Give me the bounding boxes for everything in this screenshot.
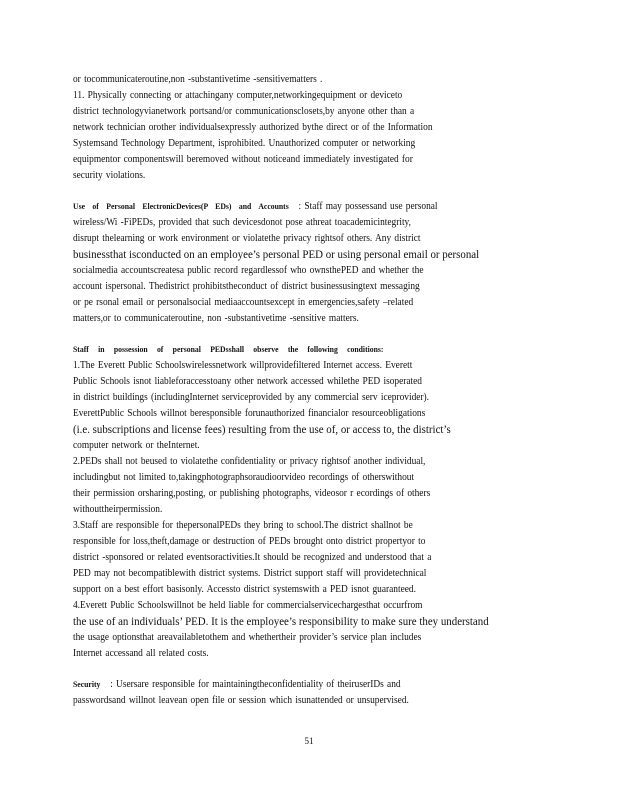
spacer (73, 184, 543, 199)
text-line: businessthat isconducted on an employee’s personal PED or using personal email or personal (73, 248, 480, 261)
text-line (73, 199, 505, 215)
text-line (73, 677, 505, 693)
condition-line: responsible for loss,theft,damage or destruction of PEDs brought onto district propertyor to (73, 536, 426, 547)
text-line: matters,or to communicateroutine, non -substantivetime -sensitive matters. (73, 313, 359, 324)
page-number: 51 (304, 736, 314, 746)
condition-line: 1.The Everett Public Schoolswirelessnetwork willprovidefiltered Internet access. Everett (73, 360, 413, 371)
text-line: district technologyvianetwork portsand/or communicationsclosets,by anyone other than a (73, 106, 415, 117)
section-heading: Staff in possession of personal PEDsshall observe the following conditions: (73, 345, 384, 354)
condition-line: includingbut not limited to,takingphotographsoraudioorvideo recordings of otherswithout (73, 472, 415, 483)
condition-line (73, 630, 505, 646)
condition-line: 4.Everett Public Schoolswillnot be held liable for commercialservicechargesthat occurfrom (73, 600, 423, 611)
text-line-rest: : Staff may possessand use personal (298, 201, 438, 212)
condition-line: 3.Staff are responsible for thepersonalPEDs they bring to school.The district shallnot be (73, 520, 413, 531)
condition-line: PED may not becompatiblewith district systems. District support staff will providetechnical (73, 568, 427, 579)
text-line: or tocommunicateroutine,non -substantivetime -sensitivematters . (73, 74, 323, 85)
condition-line: withouttheirpermission. (73, 504, 163, 515)
text-line: passwordsand willnot leavean open file or session which isunattended or unsupervised. (73, 695, 409, 706)
condition-line: Internet accessand all related costs. (73, 648, 209, 659)
section-heading: Security (73, 680, 101, 689)
text-line: wireless/Wi -FiPEDs, provided that such devicesdonot pose athreat toacademicintegrity, (73, 217, 411, 228)
condition-line: 2.PEDs shall not beused to violatethe confidentiality or privacy rightsof another individual, (73, 456, 426, 467)
condition-line: district -sponsored or related eventsoractivities.It should be recognized and understood that a (73, 552, 432, 563)
condition-line: the use of an individuals’ PED. It is the employee’s responsibility to make sure they understand (73, 615, 489, 628)
condition-line: in district buildings (includingInternet serviceprovided by any commercial serv iceprovider). (73, 392, 429, 403)
condition-line: (i.e. subscriptions and license fees) resulting from the use of, or access to, the district’s (73, 423, 451, 436)
text-line-start: the usage optionsthat areavailabletothem and whethertheir provider’s service plan includes (73, 632, 422, 643)
text-line: or pe rsonal email or personalsocial mediaaccountsexcept in emergencies,safety –related (73, 297, 414, 308)
spacer (73, 327, 543, 342)
section-conditions (73, 342, 543, 662)
text-line (73, 342, 505, 358)
section-heading: Use of Personal ElectronicDevices(P EDs) and Accounts (73, 202, 289, 211)
spacer (73, 662, 543, 677)
section-personal-devices (73, 199, 543, 327)
paragraph-network-equipment (73, 72, 543, 184)
text-line: equipmentor componentswill beremoved without noticeand immediately investigated for (73, 154, 413, 165)
condition-line: support on a best effort basisonly. Accessto district systemswith a PED isnot guaranteed. (73, 584, 416, 595)
text-line: network technician orother individualsexpressly authorized bythe direct or of the Information (73, 122, 433, 133)
condition-line: computer network or theInternet. (73, 440, 200, 451)
page-body (73, 72, 543, 709)
condition-line: their permission orsharing,posting, or publishing photographs, videosor r ecordings of others (73, 488, 431, 499)
text-line-rest: : Usersare responsible for maintainingtheconfidentiality of theiruserIDs and (110, 679, 401, 690)
text-line: account ispersonal. Thedistrict prohibitstheconduct of district businessusingtext messaging (73, 281, 420, 292)
text-line: 11. Physically connecting or attachingany computer,networkingequipment or deviceto (73, 90, 403, 101)
condition-line: Public Schools isnot liableforaccesstoany other network accessed whilethe PED isoperated (73, 376, 422, 387)
text-line: security violations. (73, 170, 146, 181)
text-line: Systemsand Technology Department, isprohibited. Unauthorized computer or networking (73, 138, 416, 149)
text-line: disrupt thelearning or work environment or violatethe privacy rightsof others. Any district (73, 233, 421, 244)
condition-line: EverettPublic Schools willnot beresponsible forunauthorized financialor resourceobligations (73, 408, 426, 419)
text-line: socialmedia accountscreatesa public record regardlessof who ownsthePED and whether the (73, 265, 424, 276)
section-security (73, 677, 543, 709)
